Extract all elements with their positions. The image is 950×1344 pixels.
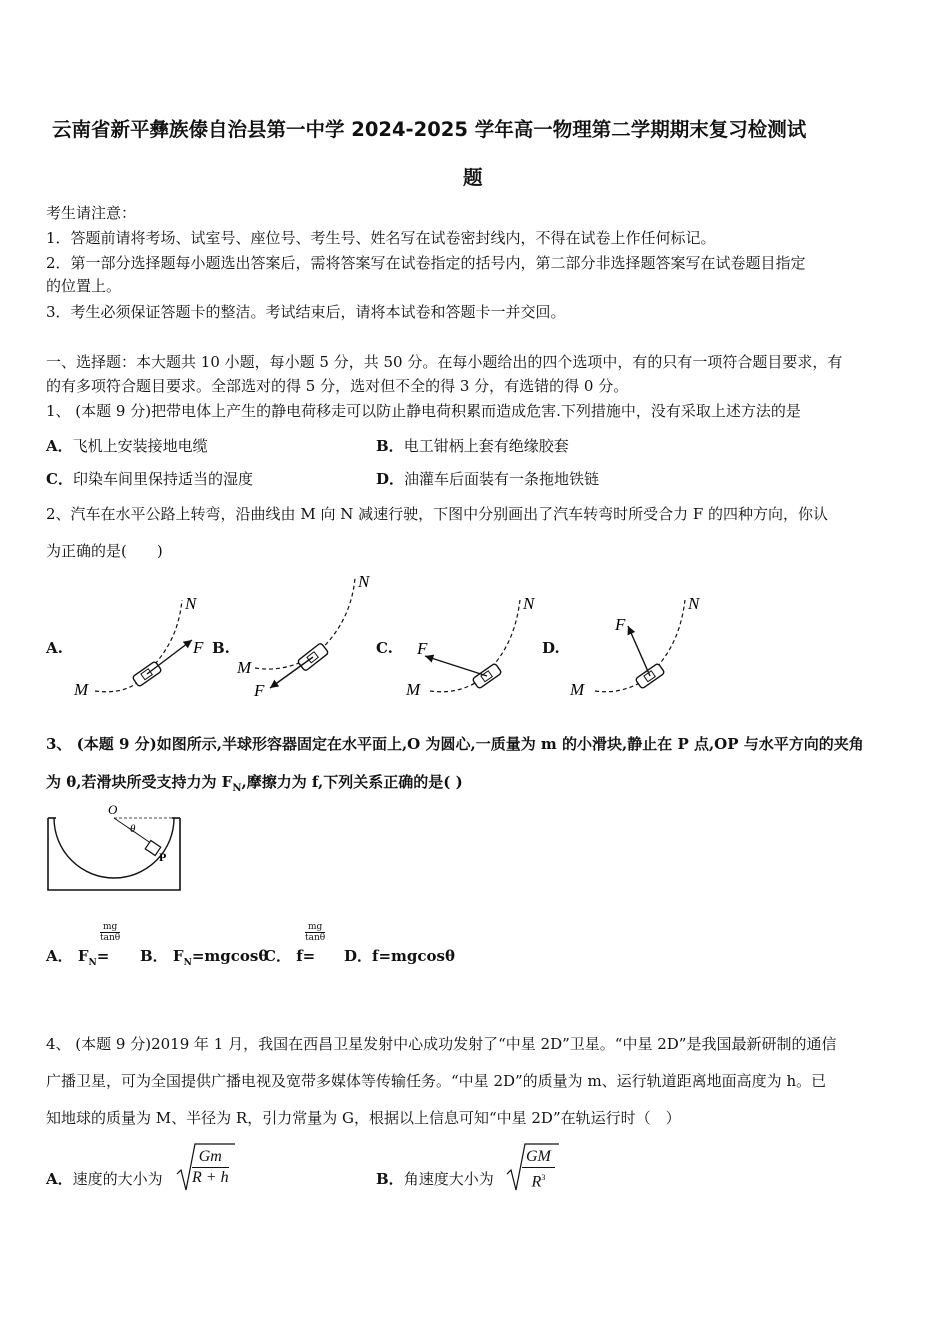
- option-text: 飞机上安装接地电缆: [72, 437, 208, 455]
- section-heading-cont: 的有多项符合题目要求。全部选对的得 5 分，选对但不全的得 3 分，有选错的得 0 分。: [46, 377, 629, 395]
- option-letter: D．: [376, 470, 405, 488]
- q3-fraction-c: [305, 922, 325, 943]
- option-letter: B．: [376, 1170, 404, 1188]
- option-letter: A．: [46, 1170, 73, 1188]
- option-text: 速度的大小为: [72, 1170, 163, 1188]
- notice-heading: 考生请注意：: [46, 204, 137, 222]
- label-p: P: [159, 850, 167, 864]
- label-f: F: [193, 638, 204, 657]
- option-letter: A．: [46, 437, 73, 455]
- option-text: 电工钳柄上套有绝缘胶套: [403, 437, 569, 455]
- q4-fraction-b: [522, 1147, 555, 1192]
- option-letter: C．: [46, 470, 73, 488]
- q1-option-a: [46, 436, 208, 456]
- label-m: M: [237, 658, 252, 677]
- option-letter: C．: [264, 947, 291, 965]
- q3-option-d: [344, 946, 455, 966]
- q4-stem-cont: 知地球的质量为 M、半径为 R，引力常量为 G，根据以上信息可知“中星 2D”在轨运行时（ ）: [46, 1109, 681, 1127]
- label-m: M: [570, 680, 585, 699]
- den-exp: 3: [541, 1173, 546, 1182]
- fraction-den: tanθ: [305, 933, 326, 943]
- section-heading: 一、选择题：本大题共 10 小题，每小题 5 分，共 50 分。在每小题给出的四个选项中，有的只有一项符合题目要求，有: [46, 353, 843, 371]
- fraction-num: Gm: [192, 1147, 229, 1168]
- q2-stem: 2、汽车在水平公路上转弯，沿曲线由 M 向 N 减速行驶，下图中分别画出了汽车转弯时所受合力 F 的四种方向，你认: [46, 505, 829, 523]
- label-f: F: [254, 681, 265, 700]
- option-rhs: =mgcosθ: [191, 947, 269, 965]
- q3-fraction-a: [100, 922, 120, 943]
- option-sub: N: [88, 958, 97, 968]
- option-lhs: F: [172, 947, 184, 965]
- fraction-den: R + h: [192, 1169, 229, 1186]
- q4-option-a: [46, 1169, 163, 1189]
- label-o: O: [108, 802, 118, 817]
- notice-item: 2．第一部分选择题每小题选出答案后，需将答案写在试卷指定的括号内，第二部分非选择题答案写在试卷题目指定: [46, 254, 806, 272]
- q2-option-b-label: B.: [212, 639, 230, 657]
- q2-figures: [0, 560, 950, 710]
- q3-stem-part: 为 θ,若滑块所受支持力为 F: [46, 773, 233, 791]
- notice-item: 3．考生必须保证答题卡的整洁。考试结束后，请将本试卷和答题卡一并交回。: [46, 303, 566, 321]
- page-title: 云南省新平彝族傣自治县第一中学 2024-2025 学年高一物理第二学期期末复习检测试: [52, 118, 807, 141]
- q2-figure-d: [569, 594, 701, 699]
- option-sub: N: [183, 958, 192, 968]
- label-n: N: [523, 594, 535, 613]
- q3-stem-sub: N: [232, 783, 242, 794]
- q3-option-c: [264, 946, 315, 966]
- page-title-cont: 题: [463, 166, 483, 189]
- label-m: M: [406, 680, 421, 699]
- label-f: F: [417, 639, 428, 658]
- label-n: N: [358, 572, 370, 591]
- label-n: N: [185, 594, 197, 613]
- fraction-den: [522, 1168, 555, 1192]
- q2-figure-c: [405, 594, 536, 699]
- q4-stem: 4、 (本题 9 分)2019 年 1 月，我国在西昌卫星发射中心成功发射了“中星 2D”卫星。“中星 2D”是我国最新研制的通信: [46, 1035, 837, 1053]
- q2-option-d-label: D.: [542, 639, 560, 657]
- fraction-num: mg: [100, 922, 120, 933]
- q2-stem-cont: 为正确的是( ): [46, 542, 163, 560]
- q3-stem-part: ,摩擦力为 f,下列关系正确的是( ): [241, 773, 463, 791]
- fraction-num: mg: [305, 922, 325, 933]
- option-eq: =: [96, 947, 110, 965]
- option-lhs: F: [77, 947, 89, 965]
- fraction-den: tanθ: [100, 933, 121, 943]
- option-letter: D．: [344, 947, 373, 965]
- option-letter: A．: [46, 947, 73, 965]
- notice-item: 1．答题前请将考场、试室号、座位号、考生号、姓名写在试卷密封线内，不得在试卷上作任何标记。: [46, 229, 716, 247]
- den-base: R: [531, 1173, 542, 1191]
- q2-figure-b: [236, 572, 371, 700]
- q3-stem-cont: [46, 772, 463, 799]
- q2-figure-a: [73, 594, 204, 699]
- option-letter: B．: [376, 437, 404, 455]
- q4-option-b: [376, 1169, 494, 1189]
- label-theta: θ: [130, 823, 136, 835]
- q3-option-a: [46, 946, 109, 973]
- notice-item: 的位置上。: [46, 277, 122, 295]
- q4-fraction-a: [192, 1147, 229, 1188]
- q2-option-c-label: C.: [376, 639, 393, 657]
- q1-option-c: [46, 469, 253, 489]
- q3-figure: [40, 800, 190, 896]
- option-text: 角速度大小为: [403, 1170, 494, 1188]
- option-letter: B．: [140, 947, 168, 965]
- q3-option-b: [140, 946, 268, 973]
- option-text: 油灌车后面装有一条拖地铁链: [404, 470, 600, 488]
- fraction-num: GM: [522, 1147, 555, 1168]
- option-text: 印染车间里保持适当的湿度: [72, 470, 253, 488]
- q4-stem-cont: 广播卫星，可为全国提供广播电视及宽带多媒体等传输任务。“中星 2D”的质量为 m、运行轨道距离地面高度为 h。已: [46, 1072, 827, 1090]
- option-lhs: f=: [296, 947, 316, 965]
- label-f: F: [615, 615, 626, 634]
- q1-option-d: [376, 469, 599, 489]
- option-rhs: f=mgcosθ: [372, 947, 455, 965]
- q1-stem: 1、 (本题 9 分)把带电体上产生的静电荷移走可以防止静电荷积累而造成危害.下列措施中，没有采取上述方法的是: [46, 402, 801, 420]
- q2-option-a-label: A.: [46, 639, 63, 657]
- label-m: M: [74, 680, 89, 699]
- label-n: N: [688, 594, 700, 613]
- q1-option-b: [376, 436, 569, 456]
- q3-stem: 3、 (本题 9 分)如图所示,半球形容器固定在水平面上,O 为圆心,一质量为 m 的小滑块,静止在 P 点,OP 与水平方向的夹角: [46, 735, 864, 753]
